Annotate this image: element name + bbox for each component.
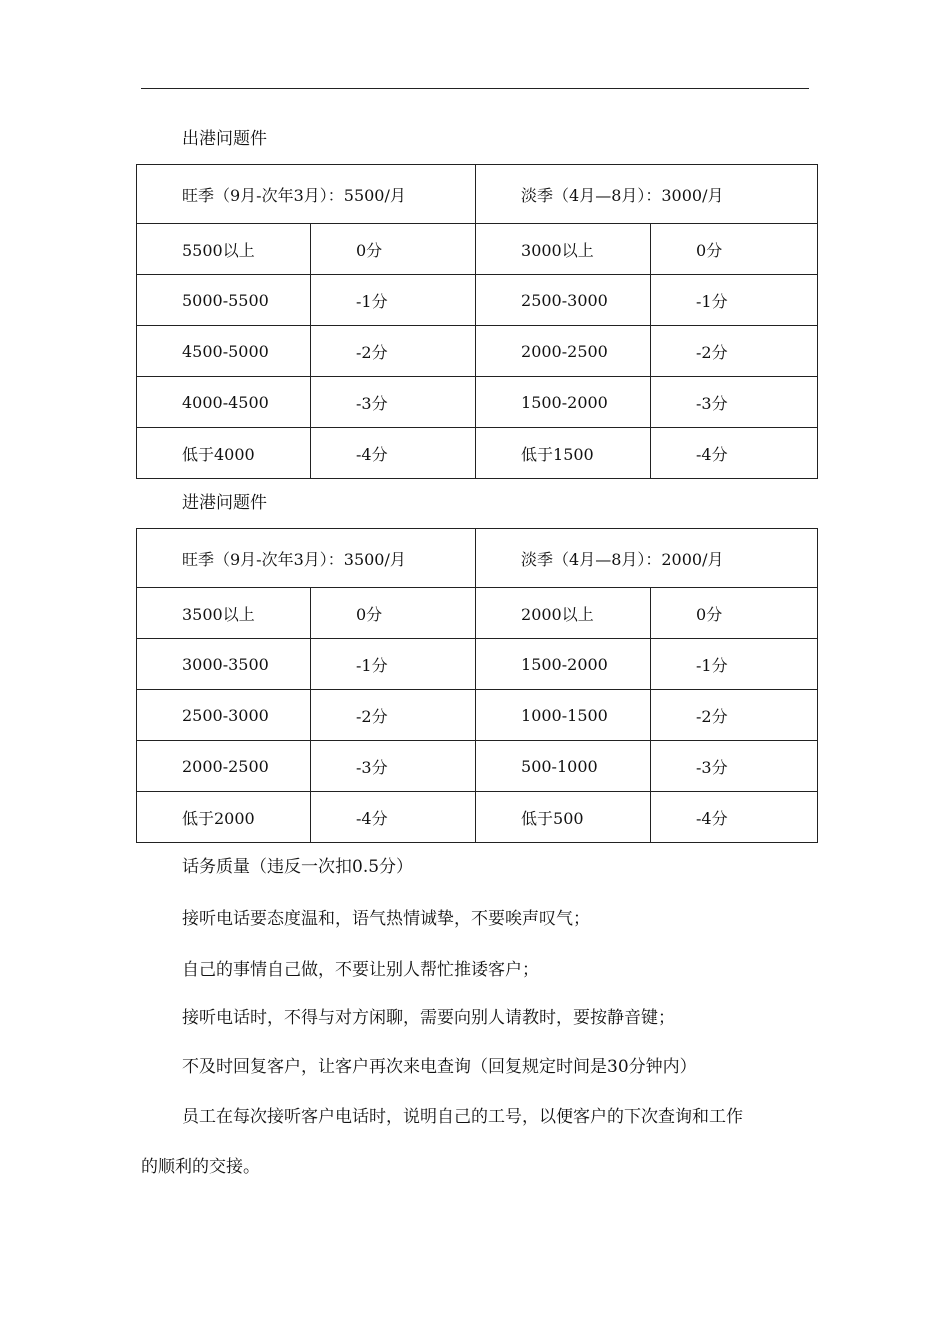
score-cell: -1分	[311, 639, 476, 690]
range-cell: 2000-2500	[476, 326, 651, 377]
score-cell: -4分	[651, 428, 818, 479]
header-rule	[141, 88, 809, 89]
table-row	[137, 326, 818, 377]
score-cell: -1分	[651, 639, 818, 690]
score-cell: -1分	[651, 275, 818, 326]
score-cell: -3分	[311, 741, 476, 792]
table-row	[137, 639, 818, 690]
range-cell: 3000-3500	[137, 639, 311, 690]
inbound-heading: 进港问题件	[182, 493, 267, 513]
outbound-table	[136, 164, 818, 479]
score-cell: -1分	[311, 275, 476, 326]
score-cell: -2分	[651, 326, 818, 377]
off-season-header: 淡季（4月—8月）：2000/月	[476, 529, 818, 588]
range-cell: 2500-3000	[476, 275, 651, 326]
quality-item: 不及时回复客户，让客户再次来电查询（回复规定时间是30分钟内）	[182, 1057, 697, 1077]
table-row	[137, 588, 818, 639]
range-cell: 低于1500	[476, 428, 651, 479]
range-cell: 4000-4500	[137, 377, 311, 428]
range-cell: 500-1000	[476, 741, 651, 792]
table-row	[137, 741, 818, 792]
range-cell: 低于500	[476, 792, 651, 843]
peak-season-header: 旺季（9月-次年3月）：3500/月	[137, 529, 476, 588]
score-cell: -3分	[651, 377, 818, 428]
closing-paragraph-line2: 的顺利的交接。	[141, 1157, 260, 1177]
range-cell: 低于2000	[137, 792, 311, 843]
range-cell: 1500-2000	[476, 639, 651, 690]
score-cell: -4分	[311, 792, 476, 843]
score-cell: -2分	[651, 690, 818, 741]
score-cell: -3分	[311, 377, 476, 428]
range-cell: 2000-2500	[137, 741, 311, 792]
table-row	[137, 792, 818, 843]
score-cell: -2分	[311, 690, 476, 741]
range-cell: 1000-1500	[476, 690, 651, 741]
outbound-heading: 出港问题件	[182, 129, 267, 149]
score-cell: 0分	[311, 588, 476, 639]
score-cell: -3分	[651, 741, 818, 792]
table-row	[137, 690, 818, 741]
range-cell: 1500-2000	[476, 377, 651, 428]
range-cell: 4500-5000	[137, 326, 311, 377]
score-cell: 0分	[311, 224, 476, 275]
range-cell: 3000以上	[476, 224, 651, 275]
table-row	[137, 428, 818, 479]
quality-item: 接听电话要态度温和，语气热情诚挚，不要唉声叹气；	[182, 909, 590, 929]
quality-item: 自己的事情自己做，不要让别人帮忙推诿客户；	[182, 960, 539, 980]
range-cell: 低于4000	[137, 428, 311, 479]
quality-title: 话务质量（违反一次扣0.5分）	[182, 857, 414, 877]
peak-season-header: 旺季（9月-次年3月）：5500/月	[137, 165, 476, 224]
quality-item: 接听电话时，不得与对方闲聊，需要向别人请教时，要按静音键；	[182, 1008, 675, 1028]
range-cell: 5500以上	[137, 224, 311, 275]
table-row	[137, 377, 818, 428]
closing-paragraph-line1: 员工在每次接听客户电话时，说明自己的工号，以便客户的下次查询和工作	[182, 1107, 743, 1127]
off-season-header: 淡季（4月—8月）：3000/月	[476, 165, 818, 224]
range-cell: 2500-3000	[137, 690, 311, 741]
score-cell: 0分	[651, 224, 818, 275]
score-cell: -4分	[311, 428, 476, 479]
range-cell: 5000-5500	[137, 275, 311, 326]
table-row	[137, 275, 818, 326]
score-cell: -4分	[651, 792, 818, 843]
inbound-table	[136, 528, 818, 843]
score-cell: -2分	[311, 326, 476, 377]
score-cell: 0分	[651, 588, 818, 639]
range-cell: 2000以上	[476, 588, 651, 639]
range-cell: 3500以上	[137, 588, 311, 639]
table-row	[137, 224, 818, 275]
